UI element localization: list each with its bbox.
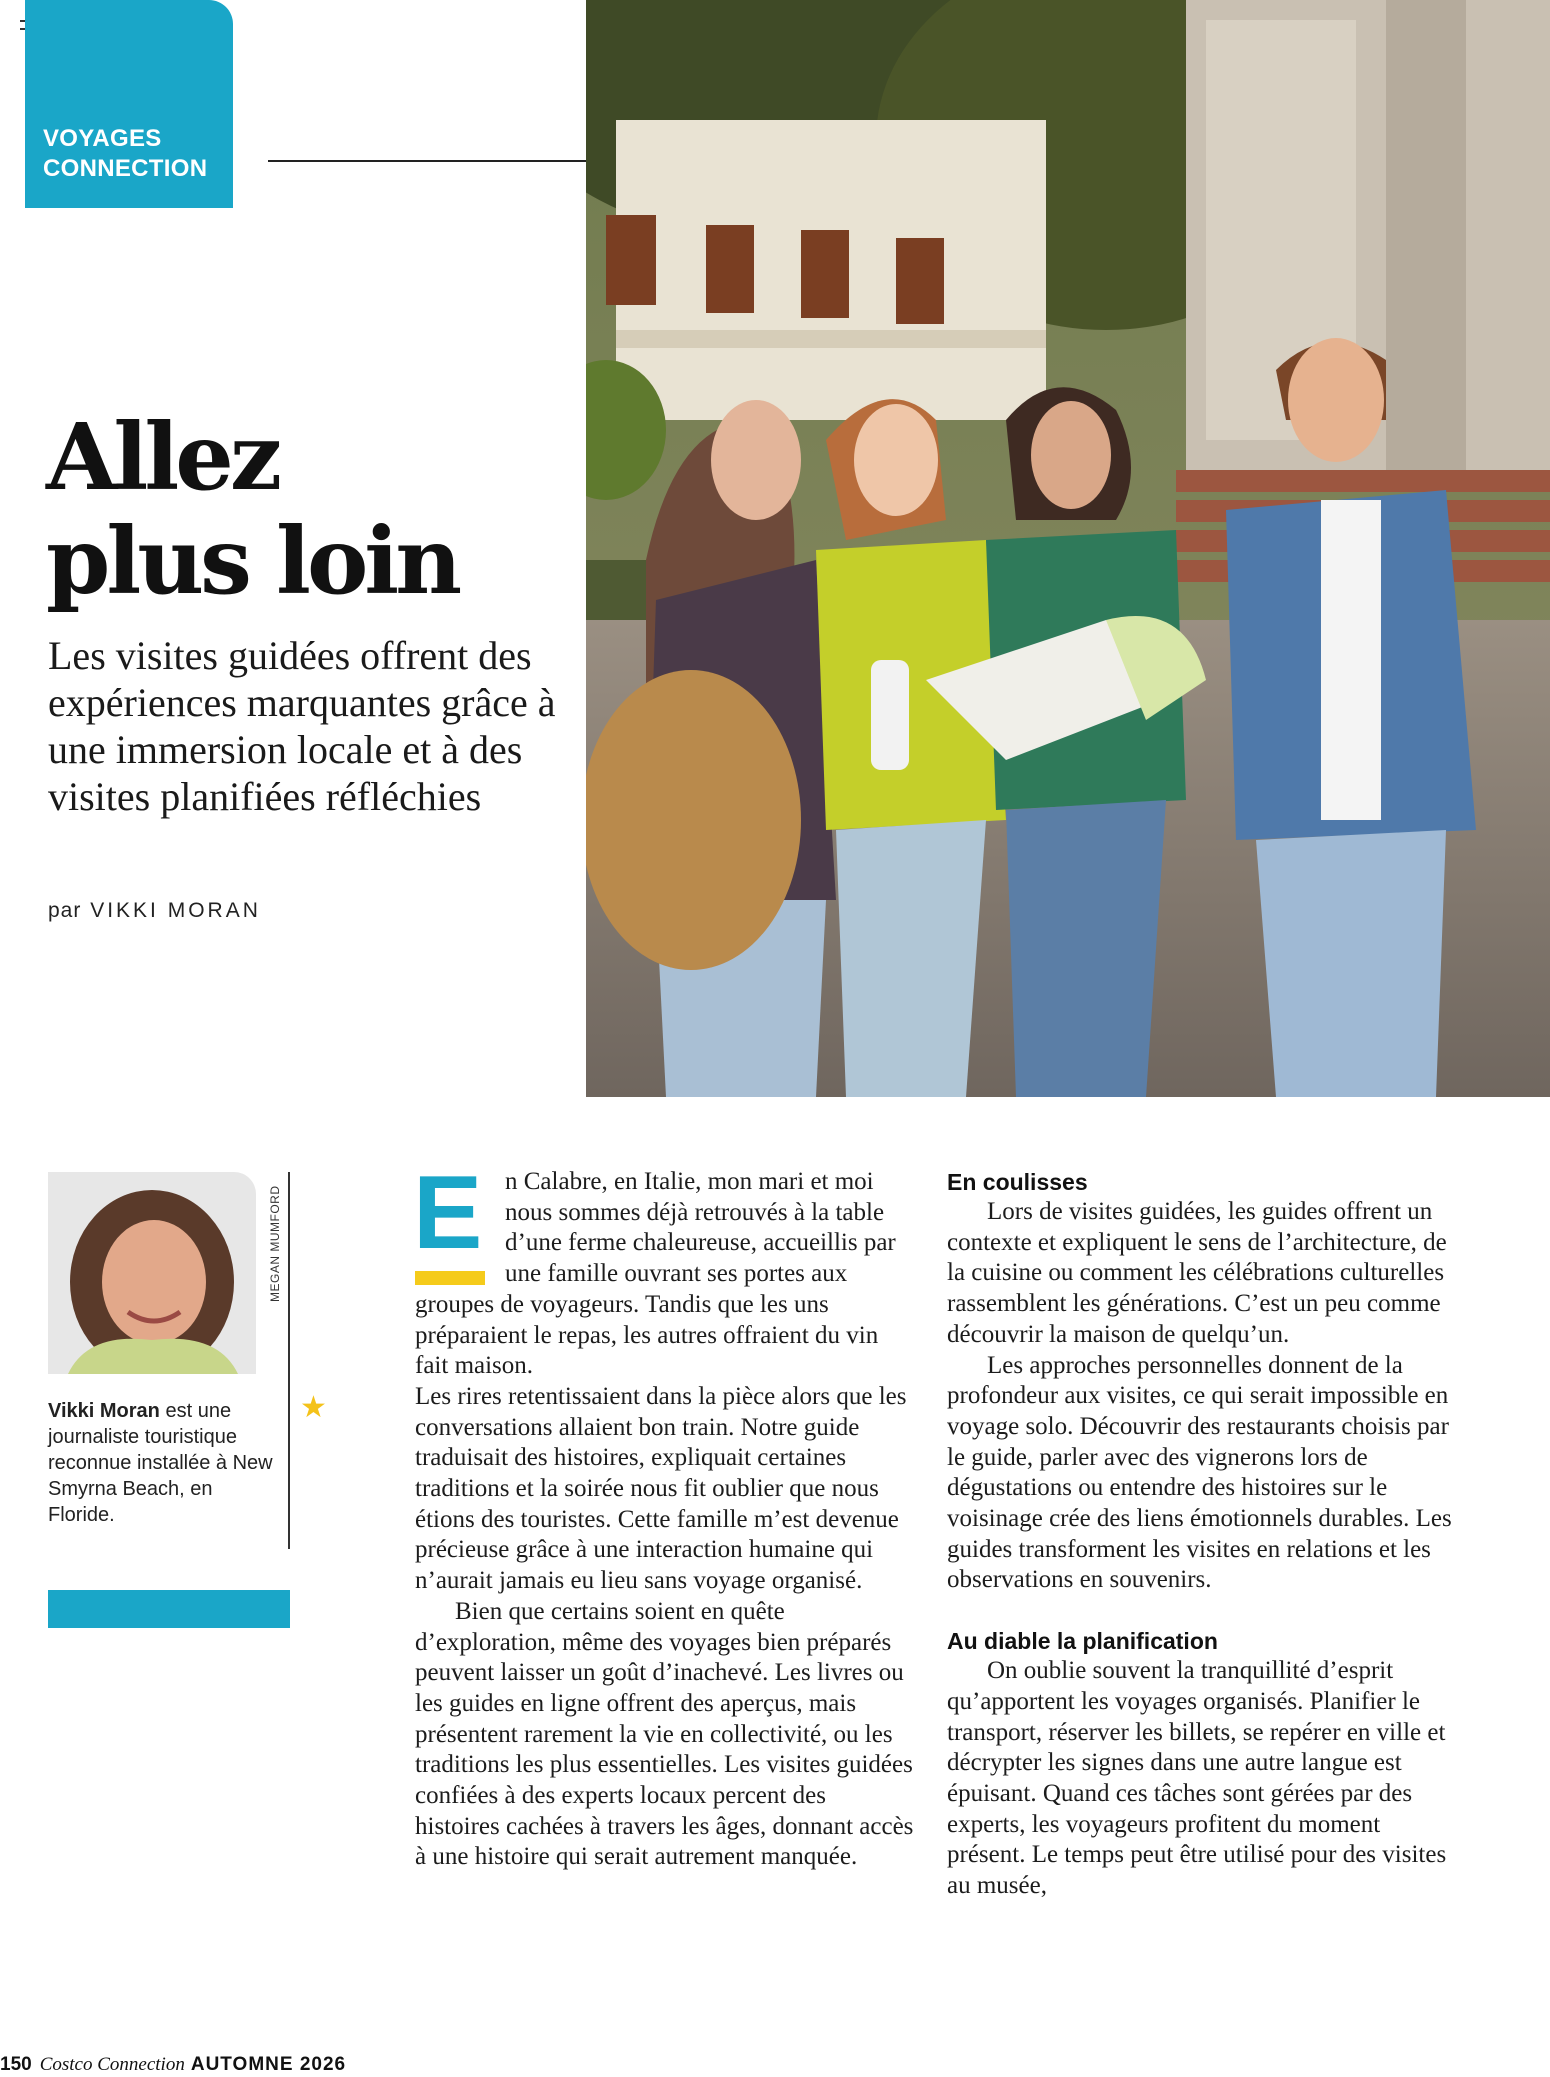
subheading: Au diable la planification [947,1628,1218,1655]
byline [48,899,261,923]
section-label-line1: VOYAGES [43,125,162,152]
magazine-name: Costco Connection [39,2054,185,2075]
tourists-looking-up-illustration [586,0,1550,1097]
body-column-1 [413,1155,915,1873]
photo-credit-text: MEGAN MUMFORD [268,1185,282,1302]
body-paragraph: On oublie souvent la tranquillité d’esprit qu’apportent les voyages organisés. Planifier le transport, réserver les billets, se repérer en ville et décrypter les signes dans une autre langue est épuisant. Quand ces tâches sont gérées par des experts, les voyageurs profitent du moment présent. Le temps peut être utilisé pour des visites au musée, [947,1657,1447,1900]
title-line-2: plus loin [46,507,459,615]
byline-author: VIKKI MORAN [90,899,261,922]
section-tab [25,0,233,208]
photo-credit [268,1172,290,1302]
article-deck: Les visites guidées offrent des expériences marquantes grâce à une immersion locale et à des visites planifiées réfléchies [48,633,556,819]
page-footer [0,2054,346,2076]
article-title [46,405,606,613]
drop-cap-underline [415,1271,485,1285]
title-line-1: Allez [46,403,279,511]
drop-cap [413,1155,493,1287]
author-portrait-illustration [48,1172,256,1374]
author-bio-text: est une journaliste touristique reconnue installée à New Smyrna Beach, en Floride. [48,1400,273,1526]
author-name: Vikki Moran [48,1400,160,1422]
body-paragraph: Les rires retentissaient dans la pièce alors que les conversations allaient bon train. Notre guide traduisait des histoires, expliquait certaines traditions et la soirée nous fit oublier que nous étions des touristes. Cette famille m’est devenue précieuse grâce à une interaction humaine qui n’aurait jamais eu lieu sans voyage organisé. [415,1382,907,1595]
author-bio [48,1398,283,1528]
hero-photo [586,0,1550,1097]
page-number: 150 [0,2054,32,2075]
body-paragraph: Les approches personnelles donnent de la profondeur aux visites, ce qui serait impossible en voyage solo. Découvrir des restaurants choisis par le guide, parler avec des vignerons lors de dégustations ou entendre des histoires sur le voisinage crée des liens émotionnels durables. Les guides transforment les visites en relations et les observations en souvenirs. [947,1351,1452,1594]
author-photo [48,1172,256,1374]
star-icon: ★ [300,1391,327,1424]
issue-label: AUTOMNE 2026 [190,2054,347,2075]
body-column-2 [947,1167,1452,1902]
author-divider [288,1172,290,1549]
author-accent-bar [48,1590,290,1628]
body-paragraph: Lors de visites guidées, les guides offrent un contexte et expliquent le sens de l’architecture, de la cuisine ou comment les célébrations culturelles rassemblent les générations. C’est un peu comme découvrir la maison de quelqu’un. [947,1198,1447,1348]
byline-prefix: par [48,899,82,922]
body-paragraph: Bien que certains soient en quête d’exploration, même des voyages bien préparés peuvent laisser un goût d’inachevé. Les livres ou les guides en ligne offrent des aperçus, mais présentent rarement la vie en collectivité, ou les traditions les plus essentielles. Les visites guidées confiées à des experts locaux percent des histoires cachées à travers les âges, donnant accès à une histoire qui serait autrement manquée. [415,1597,914,1871]
section-label-line2: CONNECTION [43,155,208,182]
body-paragraph: n Calabre, en Italie, mon mari et moi nous sommes déjà retrouvés à la table d’une ferme chaleureuse, accueillis par une famille ouvrant ses portes aux groupes de voyageurs. Tandis que les uns préparaient le repas, les autres offraient du vin fait maison. [415,1168,896,1380]
subheading: En coulisses [947,1169,1088,1195]
drop-cap-letter: E [413,1155,483,1271]
section-rule [268,160,586,162]
